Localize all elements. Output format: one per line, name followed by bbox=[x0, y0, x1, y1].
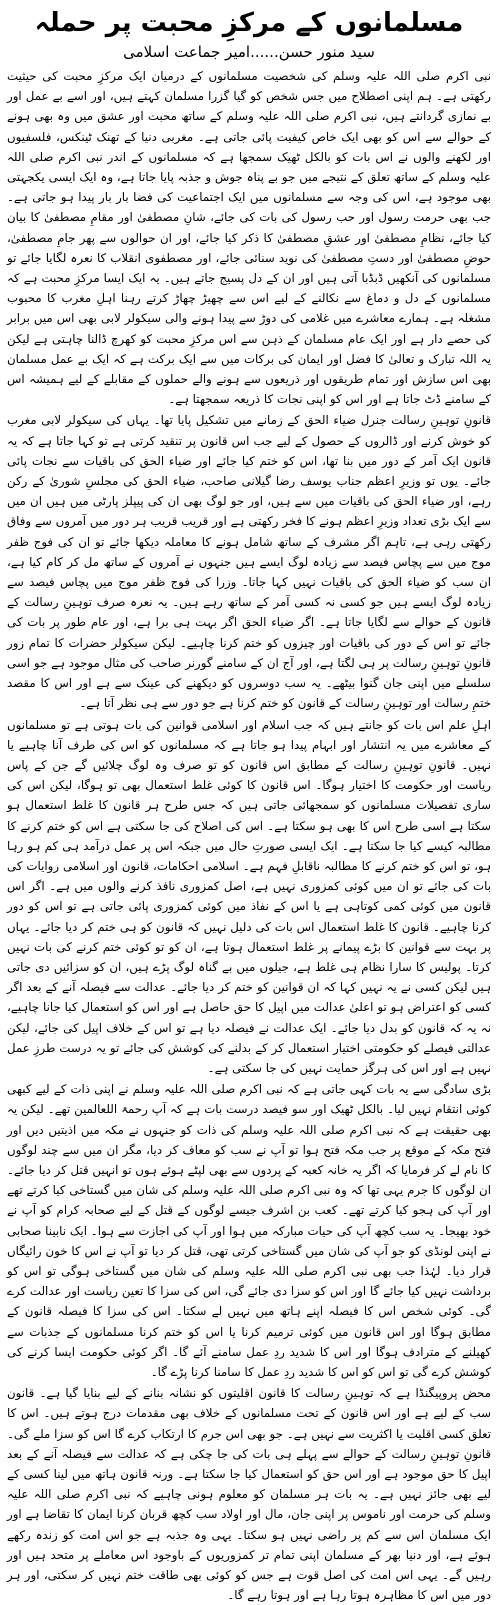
article-paragraph-1: نبی اکرم صلی اللہ علیہ وسلم کی شخصیت مسلمانوں کے درمیان ایک مرکزِ محبت کی حیثیت رکھتی ہے۔ ہم اپنی اصطلاح میں جس شخص کو گیا گزرا مسلمان کہتے ہیں، اور اسے بے عمل اور بے نمازی گردانتے ہیں، نبی اکرم صلی اللہ علیہ وسلم کے ساتھ محبت اور عشق میں وہ بھی ہونے کے حوالے سے اس کو بھی ایک خاص کیفیت پائی جاتی ہے۔ مغربی دنیا کے تھنک ٹینکس، فلسفیوں اور لکھنے والوں نے اس بات کو بالکل ٹھیک سمجھا ہے کہ مسلمانوں کے اندر نبی اکرم صلی اللہ علیہ وسلم کے ساتھ تعلق کے نتیجے میں جو بے پناہ جوش و جذبہ پایا جاتا ہے، وہ ایک ایسی یکجہتی بھی موجود ہے، اس کی وجہ سے مسلمانوں میں ایک اجتماعیت کی فضا بار بار پیدا ہو جاتی ہے۔ جب بھی حرمت رسول اور حب رسول کی بات کی جائے، شانِ مصطفیٰ اور مقامِ مصطفیٰ کا بیان کیا جائے، نظامِ مصطفیٰ اور عشقِ مصطفیٰ کا ذکر کیا جائے، اور ان حوالوں سے پھر جامِ مصطفیٰ، حوضِ مصطفیٰ اور دستِ مصطفیٰ کی نوید سنائی جائے، اور مصطفوی انقلاب کا نعرہ لگایا جائے تو مسلمانوں کی آنکھیں ڈبڈبا آتی ہیں اور ان کے دل پسیج جاتے ہیں۔ یہ ایک ایسا مرکزِ محبت ہے کہ مسلمانوں کے دل و دماغ سے نکالنے کے لیے اس سے چھیڑ چھاڑ کرتے رہنا اہلِ مغرب کا محبوب مشغلہ ہے۔ ہمارے معاشرے میں غلامی کی دوڑ سے پیدا ہونے والی سیکولر لابی بھی اس میں برابر کی حصے دار ہے اور ایک عام مسلمان کے ذہن سے اس مرکزِ محبت کو کھرچ ڈالنا چاہتی ہے لیکن یہ اللہ تبارک و تعالیٰ کا فضل اور ایمان کی برکات میں سے ایک برکت ہے کہ ایک بے عمل مسلمان بھی اس سازش اور تمام طریقوں اور ذریعوں سے ہونے والے حملوں کے مقابلے کے لیے ہمیشہ اس کے سامنے ڈٹ جاتا ہے اور اس کو اپنی نجات کا ذریعہ سمجھتا ہے۔ bbox=[7, 69, 491, 407]
article-paragraph-3: اہلِ علم اس بات کو جانتے ہیں کہ جب اسلام اور اسلامی قوانین کی بات ہوتی ہے تو مسلمانوں کے معاشرے میں یہ انتشار اور ابہام پیدا ہو جاتا ہے کہ مسلمانوں کو اس کی طرف آنا چاہیے یا نہیں۔ قانونِ توہینِ رسالت کے مطابق اس قانون کو تو صرف وہ لوگ چلائیں گے جن کے پاس ریاست اور حکومت کا اختیار ہوگا۔ اس قانون کا کوئی غلط استعمال بھی تو ہوگا، لیکن اس کی ساری تفصیلات مسلمانوں کو سمجھائی جاتی ہیں کہ جس طرح ہر قانون کا غلط استعمال ہو سکتا ہے اسی طرح اس کا بھی ہو سکتا ہے۔ اس کی اصلاح کی جا سکتی ہے اس کو ختم کرنے کا مطالبہ کیسے کیا جا سکتا ہے۔ ایک ایسی صورتِ حال میں جبکہ اس پر عمل درآمد ہی کم ہو رہا ہو، تو اس کو ختم کرنے کا مطالبہ ناقابلِ فہم ہے۔ اسلامی احکامات، قانون اور اسلامی روایات کی بات کی جائے تو ان میں کوئی کمزوری نہیں ہے، اصل کمزوری نافذ کرنے والوں میں ہے۔ اگر اس قانون میں کوئی کمی کوتاہی ہے یا اس کے نفاذ میں کوئی کمزوری پائی جاتی ہے تو اس کو دور کرنا چاہیے۔ قانون کا غلط استعمال اس بات کی دلیل نہیں کہ قانون کو ہی ختم کر دیا جائے۔ یہاں پر بہت سے قوانین کا بڑے پیمانے پر غلط استعمال ہوتا ہے، ان کو تو کوئی ختم کرنے کی بات نہیں کرتا۔ پولیس کا سارا نظام ہی غلط ہے، جیلوں میں بے گناہ لوگ پڑے ہیں، ان کو سزائیں دی جاتی ہیں لیکن کسی نے یہ نہیں کہا کہ ان قوانین کو ختم کر دیا جائے۔ عدالت سے فیصلہ آنے کے بعد اگر کسی کو اعتراض ہو تو اعلیٰ عدالت میں اپیل کا حق حاصل ہے اور اس کو استعمال کیا جانا چاہیے، نہ یہ کہ قانون کو بدل دیا جائے۔ ایک عدالت نے فیصلہ دیا ہے تو اس کے خلاف اپیل کی جائے، لیکن عدالتی فیصلے کو حکومتی اختیار استعمال کر کے بدلنے کی کوشش کی جائے تو یہ درست طرزِ عمل نہیں ہے اور اس کی ہرگز حمایت نہیں کی جا سکتی ہے۔ bbox=[7, 717, 491, 1075]
article-byline: سید منور حسن......امیر جماعت اسلامی bbox=[123, 43, 375, 61]
article-paragraph-5: محض پروپیگنڈا ہے کہ توہینِ رسالت کا قانون اقلیتوں کو نشانہ بنانے کے لیے بنایا گیا ہے۔ قانون سب کے لیے ہے اور اس قانون کے تحت مسلمانوں کے خلاف بھی مقدمات درج ہوتے ہیں۔ اس کا تعلق کسی اقلیت یا اکثریت سے نہیں ہے۔ جو بھی اس جرم کا ارتکاب کرے گا اس کو سزا ملے گی۔ قانونِ توہینِ رسالت کے حوالے سے پہلے ہی بات کی جا چکی ہے کہ عدالت سے فیصلہ آنے کے بعد اپیل کا حق موجود ہے اور اس حق کو استعمال کیا جا سکتا ہے۔ ورنہ قانون ہاتھ میں لینا کسی کے لیے بھی جائز نہیں ہے۔ یہ بات ہر مسلمان کو معلوم ہونی چاہیے کہ نبی اکرم صلی اللہ علیہ وسلم کی حرمت اور ناموس پر اپنی جان، مال اور اولاد سب کچھ قربان کرنا ایمان کا تقاضا ہے اور ایک مسلمان اس سے کم پر راضی نہیں ہو سکتا۔ یہی وہ جذبہ ہے جو اس امت کو زندہ رکھے ہوئے ہے، اور دنیا بھر کے مسلمان اپنی تمام تر کمزوریوں کے باوجود اس معاملے پر متحد ہیں اور رہیں گے۔ یہی اس امت کی اصل قوت ہے جس کو کوئی بھی طاقت ختم نہیں کر سکتی، اور ہر دور میں اس کا مظاہرہ ہوتا رہا ہے اور ہوتا رہے گا۔ bbox=[7, 1386, 491, 1603]
article-paragraph-2: قانونِ توہینِ رسالت جنرل ضیاء الحق کے زمانے میں تشکیل پایا تھا۔ یہاں کی سیکولر لابی مغرب کو خوش کرنے اور ڈالروں کے حصول کے لیے جب اس قانون پر تنقید کرتی ہے تو کہا جاتا ہے کہ یہ قانون ایک آمر کے دور میں بنا تھا، اس کو ختم کیا جائے اور ضیاء الحق کی باقیات سے نجات پائی جائے۔ یوں تو وزیرِ اعظم جناب یوسف رضا گیلانی صاحب، ضیاء الحق کی مجلسِ شوریٰ کے رکن رہے، اور ضیاء الحق کی باقیات میں سے ہیں، اور جو لوگ بھی ان کی پیپلز پارٹی میں ہیں ان میں سے ایک بڑی تعداد وزیرِ اعظم ہونے کا فخر رکھتی ہے اور قریب قریب ہر دور میں آمروں سے وفاق رکھتی رہی ہے، تاہم اگر مشرف کے ساتھ شامل ہونے کا معاملہ دیکھا جائے تو ان کی فوج ظفر موج میں سے پچاس فیصد سے زیادہ لوگ ایسے ہیں جنہوں نے آمروں کے ساتھ مل کر کام کیا ہے، ان سب کو ضیاء الحق کی باقیات نہیں کہا جاتا۔ وزرا کی فوج ظفر موج میں پچاس فیصد سے زیادہ لوگ ایسے ہیں جو کسی نہ کسی آمر کے ساتھ رہے ہیں۔ یہ نعرہ صرف توہینِ رسالت کے قانون کے حوالے سے لگایا جاتا ہے۔ اگر ضیاء الحق اگر بہت ہی برا ہے، اور عام طور پر بات کی جائے تو اس کے دور کی باقیات اور چیزوں کو ختم کرنا چاہیے۔ لیکن سیکولر حضرات کا تمام زور قانونِ توہینِ رسالت پر ہی لگتا ہے، اور آج ان کے سامنے گورنر صاحب کی مثال موجود ہے جو اسی سلسلے میں اپنی جان گنوا بیٹھے۔ یہ سب دوسروں کو دیکھنے کی عینک سے ہے اور اس کا مقصد ختمِ رسالت اور توہینِ رسالت کے قانون کو ختم کرنا ہے جو دور سے ہی نظر آتا ہے۔ bbox=[7, 413, 491, 711]
article-title: مسلمانوں کے مرکزِ محبت پر حملہ bbox=[34, 8, 464, 38]
article-paragraph-4: بڑی سادگی سے یہ بات کہی جاتی ہے کہ نبی اکرم صلی اللہ علیہ وسلم نے اپنی ذات کے لیے کبھی کوئی انتقام نہیں لیا۔ بالکل ٹھیک اور سو فیصد درست بات ہے کہ آپ رحمۃ اللعالمین تھے۔ لیکن یہ بھی حقیقت ہے کہ نبی اکرم صلی اللہ علیہ وسلم کی ذات کو جنہوں نے مکہ میں اذیتیں دیں اور فتح مکہ کے موقع پر جب مکہ فتح ہوا تو آپ نے سب کو معاف کر دیا، مگر ان میں سے چند لوگوں کا نام لے کر فرمایا کہ اگر یہ خانہ کعبہ کے پردوں سے بھی لپٹے ہوئے ہوں تو انہیں قتل کر دیا جائے۔ ان لوگوں کا جرم یہی تھا کہ وہ نبی اکرم صلی اللہ علیہ وسلم کی شان میں گستاخی کیا کرتے تھے اور آپ کی ہجو کیا کرتے تھے۔ کعب بن اشرف جیسے لوگوں کے قتل کے لیے صحابہ کرام کو آپ نے خود بھیجا۔ یہ سب کچھ آپ کی حیات مبارکہ میں ہوا اور آپ کی اجازت سے ہوا۔ ایک نابینا صحابی نے اپنی لونڈی کو جو آپ کی شان میں گستاخی کرتی تھی، قتل کر دیا تو آپ نے اس کا خون رائیگاں قرار دیا۔ لہٰذا جب بھی نبی اکرم صلی اللہ علیہ وسلم کی شان میں گستاخی ہوگی تو اس کو برداشت نہیں کیا جائے گا اور اس کو سزا دی جائے گی، اس کی سزا کا تعین ریاست اور عدالت کرے گی۔ کوئی شخص اس کا فیصلہ اپنے ہاتھ میں نہیں لے سکتا۔ اس کی سزا کا فیصلہ قانون کے مطابق ہوگا اور اس قانون میں کوئی ترمیم کرنا یا اس کو ختم کرنا مسلمانوں کے جذبات سے کھیلنے کے مترادف ہوگا اور اس کا شدید ردِ عمل سامنے آئے گا۔ اگر کوئی حکومت ایسا کرنے کی کوشش کرے گی تو اس کو اس کا شدید ردِ عمل کا سامنا کرنا پڑے گا۔ bbox=[6, 1082, 491, 1379]
